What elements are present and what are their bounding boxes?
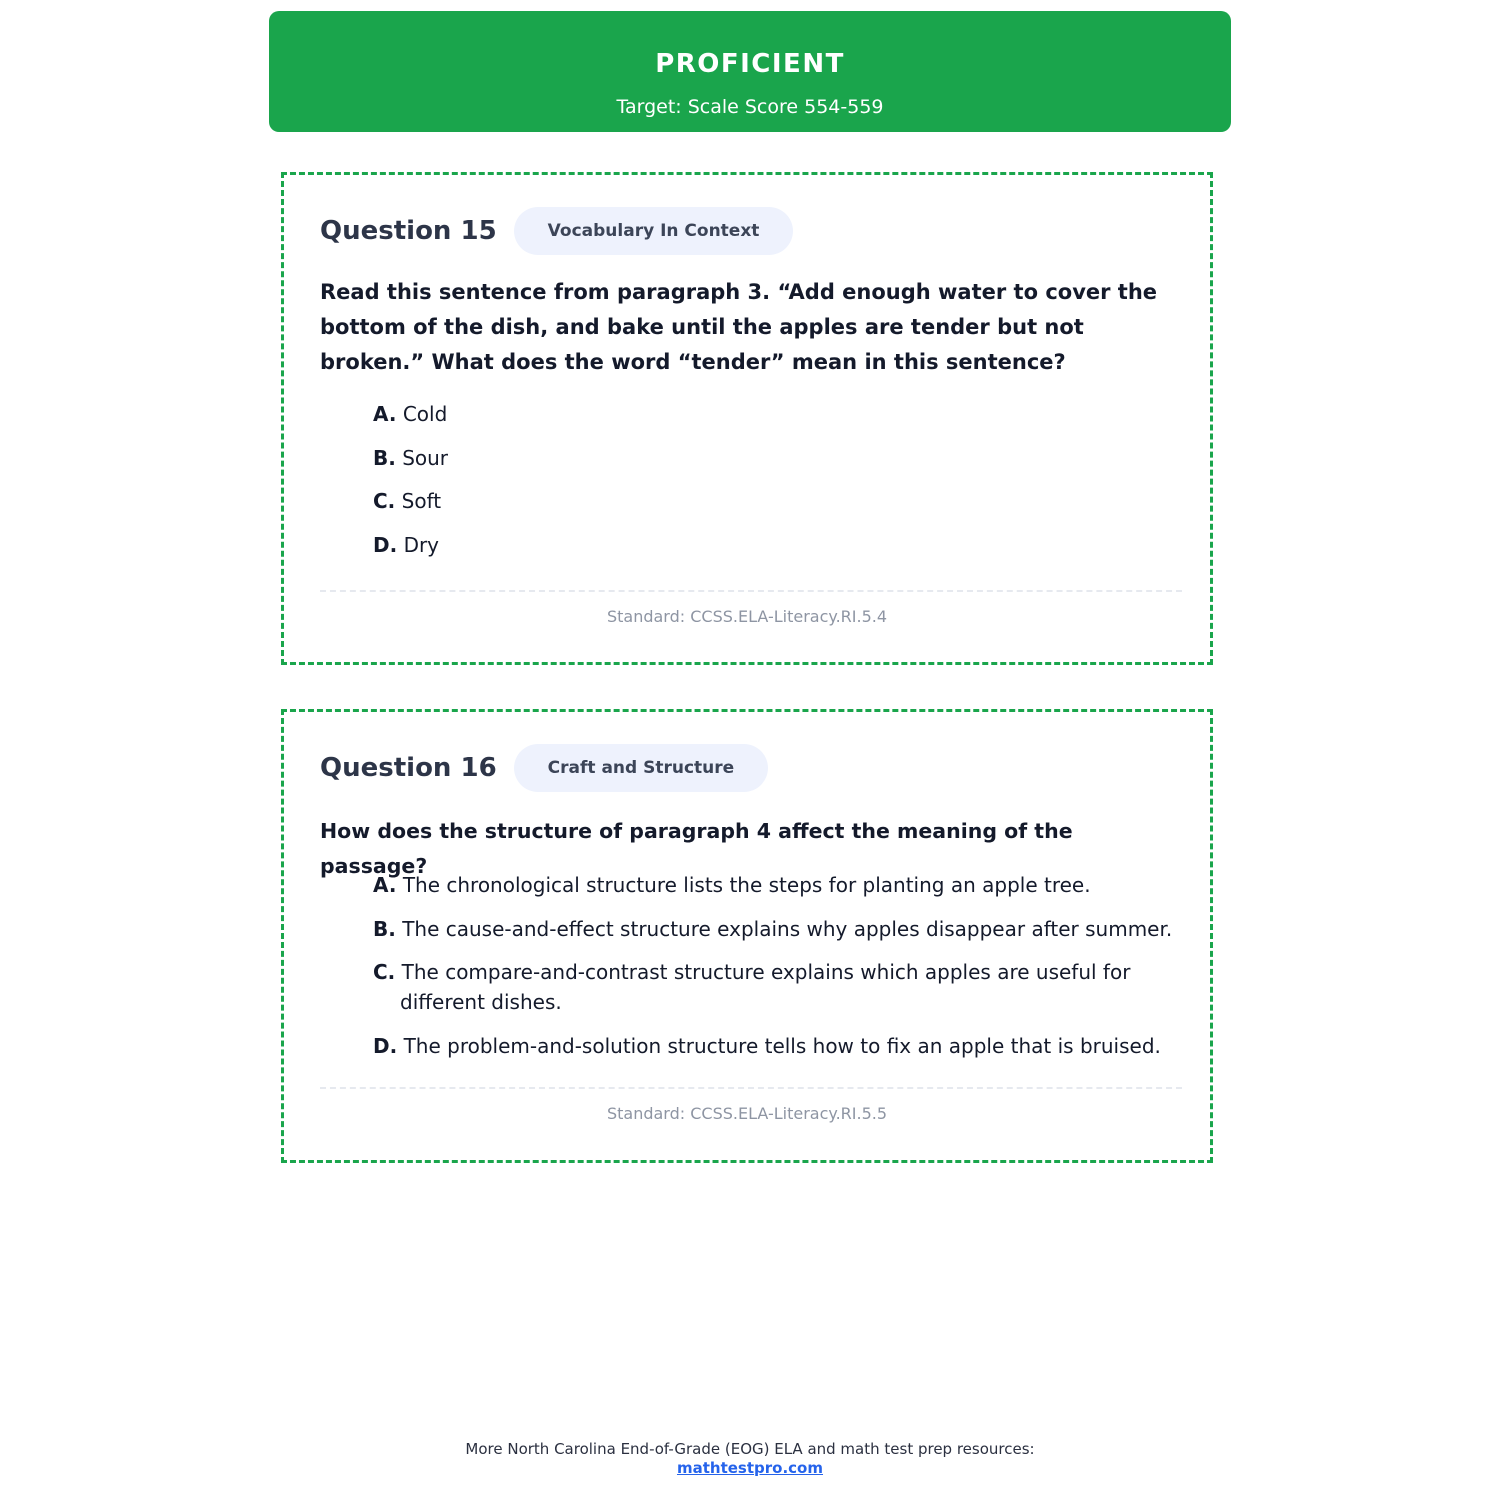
skill-tag: Craft and Structure bbox=[514, 744, 769, 792]
answer-option-b[interactable] bbox=[362, 443, 1192, 473]
question-prompt: How does the structure of paragraph 4 affect the meaning of the passage? bbox=[320, 819, 1073, 878]
option-letter: B. bbox=[373, 916, 396, 941]
answer-options bbox=[362, 870, 1192, 1074]
option-text: Cold bbox=[402, 402, 448, 426]
footer-text: More North Carolina End-of-Grade (EOG) ELA and math test prep resources: bbox=[465, 1440, 1035, 1458]
footer bbox=[0, 1440, 1500, 1478]
standard-label: Standard: CCSS.ELA-Literacy.RI.5.4 bbox=[606, 607, 888, 626]
option-text: The compare-and-contrast structure explains which apples are useful for different dishes. bbox=[400, 960, 1131, 1014]
skill-tag: Vocabulary In Context bbox=[514, 207, 794, 255]
question-number: Question 15 bbox=[320, 216, 497, 246]
option-letter: A. bbox=[373, 873, 397, 897]
option-letter: A. bbox=[373, 402, 397, 426]
option-letter: D. bbox=[373, 532, 398, 557]
option-text: Soft bbox=[401, 489, 442, 513]
level-title: PROFICIENT bbox=[655, 49, 845, 79]
option-text: The cause-and-effect structure explains why apples disappear after summer. bbox=[402, 916, 1173, 941]
option-text: The problem-and-solution structure tells how to fix an apple that is bruised. bbox=[403, 1033, 1161, 1058]
divider bbox=[320, 590, 1182, 592]
option-text: The chronological structure lists the steps for planting an apple tree. bbox=[402, 873, 1091, 897]
question-card-15 bbox=[281, 172, 1213, 665]
option-letter: B. bbox=[373, 445, 396, 470]
standard-label: Standard: CCSS.ELA-Literacy.RI.5.5 bbox=[606, 1104, 888, 1123]
option-letter: C. bbox=[373, 960, 396, 984]
question-header bbox=[320, 206, 793, 256]
level-banner bbox=[269, 11, 1231, 132]
answer-option-a[interactable] bbox=[362, 870, 1192, 900]
question-card-16 bbox=[281, 709, 1213, 1163]
question-prompt: Read this sentence from paragraph 3. “Add enough water to cover the bottom of the dish, and bake until the apples are tender but not broken.” What does the word “tender” mean in this sentence? bbox=[320, 280, 1158, 374]
question-number: Question 16 bbox=[320, 753, 497, 783]
question-header bbox=[320, 743, 768, 793]
footer-link[interactable]: mathtestpro.com bbox=[676, 1459, 823, 1477]
option-letter: C. bbox=[373, 489, 396, 513]
divider bbox=[320, 1087, 1182, 1089]
option-letter: D. bbox=[373, 1033, 398, 1058]
answer-option-b[interactable] bbox=[362, 914, 1192, 944]
answer-options bbox=[362, 399, 1192, 573]
answer-option-c[interactable] bbox=[362, 486, 1192, 516]
answer-option-d[interactable] bbox=[362, 1031, 1192, 1061]
option-text: Sour bbox=[402, 445, 449, 470]
answer-option-a[interactable] bbox=[362, 399, 1192, 429]
option-text: Dry bbox=[403, 532, 440, 557]
answer-option-d[interactable] bbox=[362, 530, 1192, 560]
answer-option-c[interactable] bbox=[362, 957, 1192, 1017]
target-score: Target: Scale Score 554-559 bbox=[616, 96, 884, 118]
